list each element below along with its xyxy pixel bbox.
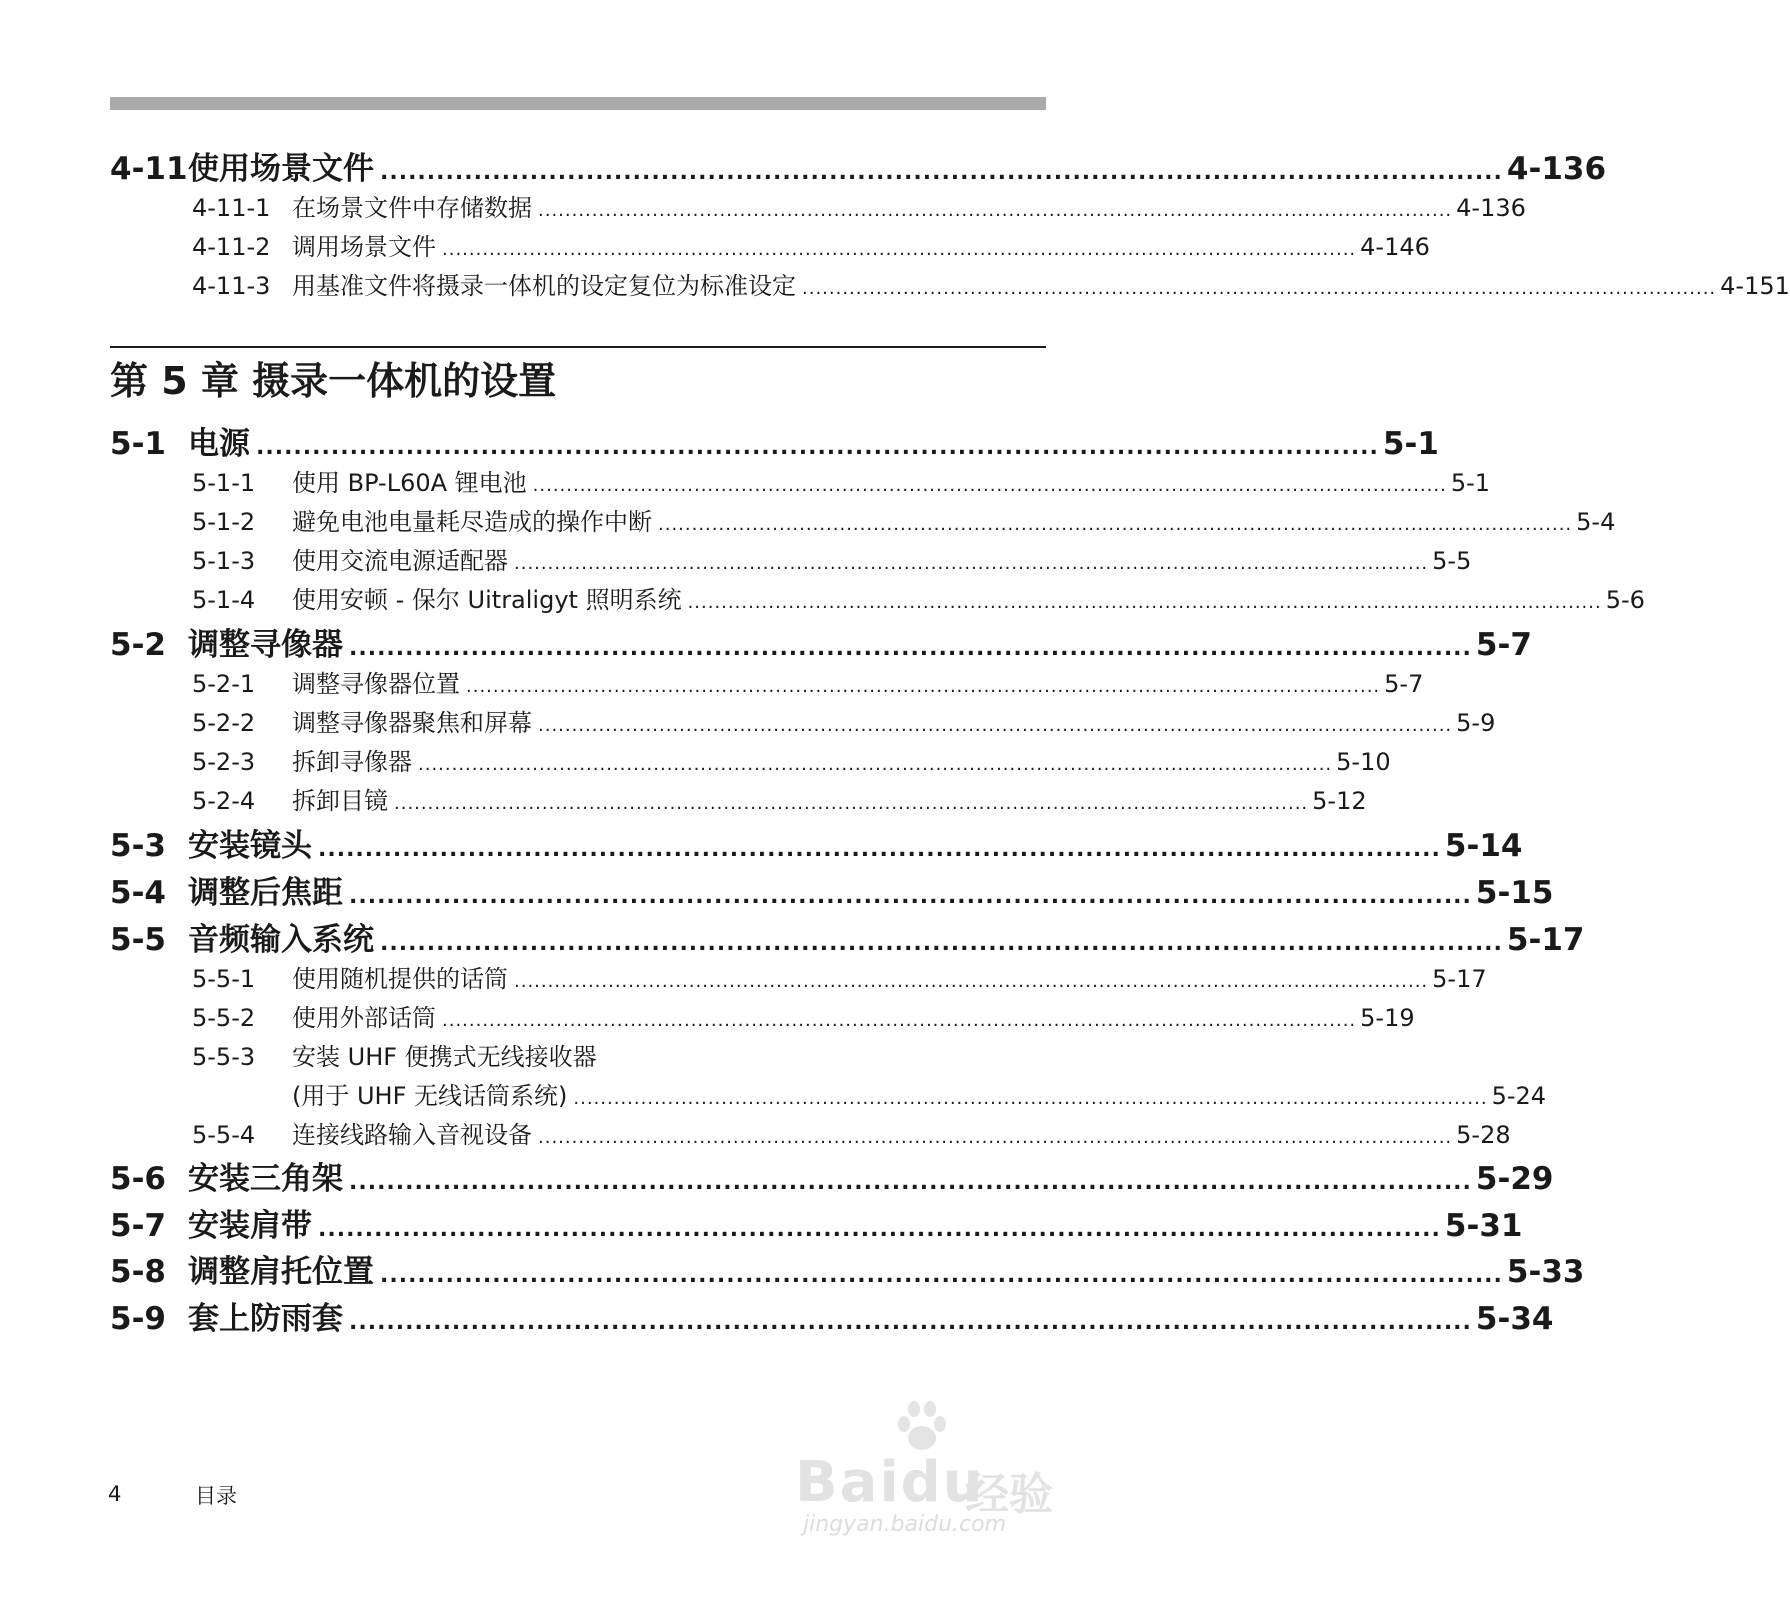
subsection-title: 安装 UHF 便携式无线接收器 xyxy=(292,1043,597,1071)
toc-main-entry[interactable] xyxy=(110,1246,1585,1290)
page-ref: 5-1 xyxy=(1382,426,1439,462)
page-ref: 5-17 xyxy=(1432,965,1487,993)
subsection-title: 避免电池电量耗尽造成的操作中断 xyxy=(292,508,652,536)
subsection-title: 拆卸目镜 xyxy=(292,787,388,815)
subsection-title: 在场景文件中存储数据 xyxy=(292,194,532,222)
toc-sub-entry[interactable] xyxy=(110,541,1472,575)
section-number: 4-11 xyxy=(110,151,188,187)
page-ref: 5-1 xyxy=(1450,469,1491,497)
dot-leader: ........................................................................................................................ xyxy=(380,160,1503,185)
dot-leader: ........................................................................................................................................ xyxy=(538,1127,1453,1148)
toc-sub-entry[interactable] xyxy=(110,959,1487,993)
toc-sub-entry[interactable] xyxy=(110,227,1430,261)
section-title: 电源 xyxy=(188,426,250,462)
subsection-number: 4-11-3 xyxy=(192,272,271,300)
watermark-cn: 经验 xyxy=(965,1469,1053,1520)
dot-leader: ........................................................................................................................................ xyxy=(802,278,1717,299)
subsection-number: 5-5-2 xyxy=(192,1004,256,1032)
subsection-title: 连接线路输入音视设备 xyxy=(292,1121,532,1149)
toc-main-entry[interactable] xyxy=(110,820,1523,864)
subsection-number: 5-2-3 xyxy=(192,748,256,776)
dot-leader: ........................................................................................................................ xyxy=(380,931,1503,956)
watermark xyxy=(795,1400,1065,1540)
section-number: 5-2 xyxy=(110,627,167,663)
page-ref: 5-12 xyxy=(1312,787,1367,815)
page-ref: 5-29 xyxy=(1475,1161,1554,1197)
subsection-number: 5-1-2 xyxy=(192,508,256,536)
dot-leader: ........................................................................................................................ xyxy=(318,837,1441,862)
subsection-number: 5-1-1 xyxy=(192,469,256,497)
page-ref: 5-5 xyxy=(1432,547,1472,575)
dot-leader: ........................................................................................................................................ xyxy=(687,592,1602,613)
toc-sub-entry[interactable] xyxy=(110,266,1790,300)
subsection-number: 5-1-4 xyxy=(192,586,256,614)
toc-sub-entry[interactable] xyxy=(110,781,1367,815)
toc-sub-entry[interactable] xyxy=(110,742,1391,776)
toc-main-entry[interactable] xyxy=(110,914,1585,958)
toc-sub-entry[interactable] xyxy=(110,703,1496,737)
section-number: 5-6 xyxy=(110,1161,167,1197)
section-title: 调整肩托位置 xyxy=(188,1254,374,1290)
dot-leader: ........................................................................................................................................ xyxy=(532,475,1447,496)
page-ref: 5-7 xyxy=(1384,670,1424,698)
dot-leader: ........................................................................................................................................ xyxy=(466,676,1381,697)
dot-leader: ........................................................................................................................ xyxy=(349,884,1472,909)
dot-leader: ........................................................................................................................................ xyxy=(538,200,1453,221)
toc-main-entry[interactable] xyxy=(110,418,1439,462)
section-title: 使用场景文件 xyxy=(188,151,374,187)
dot-leader: ........................................................................................................................................ xyxy=(514,553,1429,574)
subsection-number: 5-5-4 xyxy=(192,1121,256,1149)
chapter-title: 第 5 章 摄录一体机的设置 xyxy=(110,359,557,403)
page-ref: 5-34 xyxy=(1475,1301,1554,1337)
dot-leader: ........................................................................................................................................ xyxy=(442,239,1357,260)
page-ref: 5-17 xyxy=(1506,922,1585,958)
subsection-number: 5-2-2 xyxy=(192,709,256,737)
toc-sub-entry[interactable] xyxy=(110,580,1645,614)
section-title: 调整寻像器 xyxy=(188,627,343,663)
page-ref: 4-151 xyxy=(1720,272,1790,300)
dot-leader: ........................................................................................................................................ xyxy=(514,971,1429,992)
page-ref: 5-24 xyxy=(1491,1082,1547,1110)
subsection-title: 用基准文件将摄录一体机的设定复位为标准设定 xyxy=(292,272,796,300)
subsection-title: 调整寻像器位置 xyxy=(292,670,460,698)
toc-main-entry[interactable] xyxy=(110,619,1532,663)
subsection-title: 调用场景文件 xyxy=(292,233,436,261)
section-title: 调整后焦距 xyxy=(188,875,343,911)
chapter-divider xyxy=(110,346,1046,348)
dot-leader: ........................................................................................................................ xyxy=(380,1263,1503,1288)
toc-sub-entry[interactable] xyxy=(110,664,1424,698)
page-ref: 5-19 xyxy=(1360,1004,1415,1032)
dot-leader: ........................................................................................................................................ xyxy=(573,1088,1488,1109)
page-ref: 5-33 xyxy=(1506,1254,1585,1290)
page-ref: 4-146 xyxy=(1360,233,1430,261)
subsection-title: 使用外部话筒 xyxy=(292,1004,436,1032)
dot-leader: ........................................................................................................................................ xyxy=(442,1010,1357,1031)
section-number: 5-8 xyxy=(110,1254,167,1290)
dot-leader: ........................................................................................................................................ xyxy=(418,754,1333,775)
toc-main-entry[interactable] xyxy=(110,143,1607,187)
section-number: 5-4 xyxy=(110,875,167,911)
section-number: 5-5 xyxy=(110,922,167,958)
watermark-url: jingyan.baidu.com xyxy=(803,1512,1007,1537)
dot-leader: ........................................................................................................................................ xyxy=(658,514,1573,535)
page-ref: 5-14 xyxy=(1444,828,1523,864)
subsection-title: 使用 BP-L60A 锂电池 xyxy=(292,469,527,497)
subsection-title: 使用随机提供的话筒 xyxy=(292,965,508,993)
dot-leader: ........................................................................................................................................ xyxy=(538,715,1453,736)
section-title: 安装肩带 xyxy=(188,1208,312,1244)
toc-main-entry[interactable] xyxy=(110,1200,1523,1244)
toc-sub-entry[interactable] xyxy=(110,1115,1511,1149)
section-number: 5-9 xyxy=(110,1301,167,1337)
dot-leader: ........................................................................................................................................ xyxy=(394,793,1309,814)
dot-leader: ........................................................................................................................ xyxy=(349,636,1472,661)
toc-main-entry[interactable] xyxy=(110,1153,1554,1197)
header-bar xyxy=(110,97,1046,110)
footer-label: 目录 xyxy=(195,1484,237,1508)
subsection-number: 4-11-2 xyxy=(192,233,271,261)
section-number: 5-7 xyxy=(110,1208,167,1244)
toc-sub-entry[interactable] xyxy=(110,188,1526,222)
subsection-number: 5-5-1 xyxy=(192,965,256,993)
subsection-title: 拆卸寻像器 xyxy=(292,748,412,776)
toc-sub-entry[interactable] xyxy=(110,463,1491,497)
toc-main-entry[interactable] xyxy=(110,867,1554,911)
paw-icon xyxy=(890,1400,954,1456)
dot-leader: ........................................................................................................................ xyxy=(318,1217,1441,1242)
subsection-number: 5-1-3 xyxy=(192,547,256,575)
dot-leader: ........................................................................................................................ xyxy=(349,1170,1472,1195)
toc-main-entry[interactable] xyxy=(110,1293,1554,1337)
section-title: 安装三角架 xyxy=(188,1161,343,1197)
section-number: 5-1 xyxy=(110,426,167,462)
page-ref: 4-136 xyxy=(1456,194,1526,222)
section-title: 套上防雨套 xyxy=(188,1301,343,1337)
watermark-brand: Baidu xyxy=(795,1450,985,1515)
toc-sub-entry-line2[interactable] xyxy=(110,1076,1547,1110)
page-ref: 5-6 xyxy=(1605,586,1645,614)
footer-page-number: 4 xyxy=(108,1482,122,1506)
subsection-title: 使用安顿 - 保尔 Uitraligyt 照明系统 xyxy=(292,586,682,614)
page-ref: 5-28 xyxy=(1456,1121,1511,1149)
toc-sub-entry[interactable] xyxy=(110,998,1415,1032)
subsection-number: 5-2-1 xyxy=(192,670,256,698)
subsection-number: 5-5-3 xyxy=(192,1043,256,1071)
section-title: 安装镜头 xyxy=(188,828,312,864)
page-ref: 5-10 xyxy=(1336,748,1391,776)
section-number: 5-3 xyxy=(110,828,167,864)
subsection-title: 使用交流电源适配器 xyxy=(292,547,508,575)
page-ref: 5-9 xyxy=(1456,709,1496,737)
toc-sub-entry-line1[interactable] xyxy=(110,1037,1046,1069)
page-ref: 5-31 xyxy=(1444,1208,1523,1244)
section-title: 音频输入系统 xyxy=(188,922,374,958)
dot-leader: ........................................................................................................................ xyxy=(349,1310,1472,1335)
subsection-title-continued: (用于 UHF 无线话筒系统) xyxy=(292,1082,568,1110)
page-ref: 5-15 xyxy=(1475,875,1554,911)
subsection-number: 4-11-1 xyxy=(192,194,271,222)
page-ref: 5-7 xyxy=(1475,627,1532,663)
subsection-number: 5-2-4 xyxy=(192,787,256,815)
subsection-title: 调整寻像器聚焦和屏幕 xyxy=(292,709,532,737)
page-ref: 4-136 xyxy=(1506,151,1607,187)
dot-leader: ........................................................................................................................ xyxy=(256,435,1379,460)
page-ref: 5-4 xyxy=(1576,508,1616,536)
toc-sub-entry[interactable] xyxy=(110,502,1616,536)
